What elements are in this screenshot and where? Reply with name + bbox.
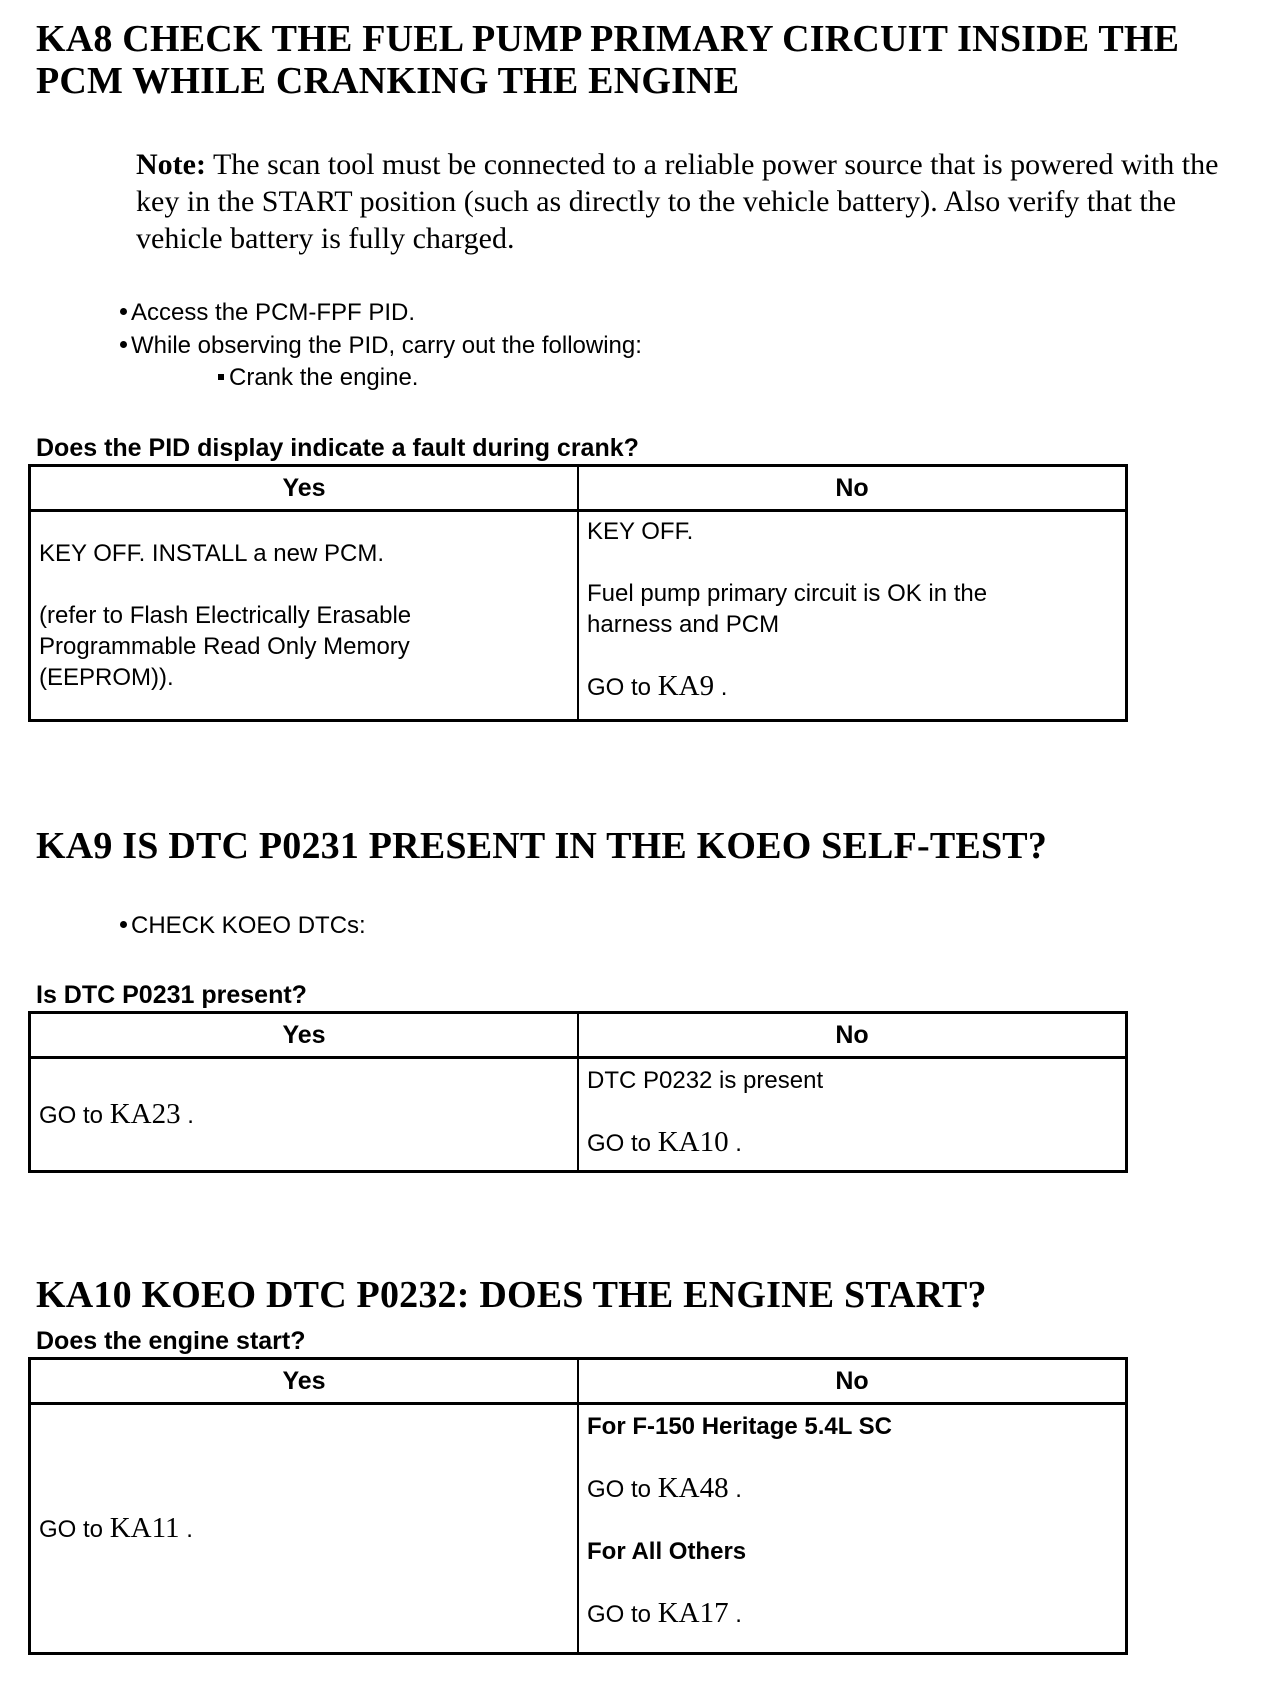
ka10-yes-cell — [30, 1404, 579, 1654]
goto-ka23-link[interactable]: KA23 — [109, 1097, 181, 1130]
bullet-dot-icon — [120, 341, 127, 348]
goto-ka10-link[interactable]: KA10 — [657, 1126, 729, 1158]
ka8-decision-table — [28, 464, 1128, 722]
ka8-yes-line1: KEY OFF. INSTALL a new PCM. — [39, 540, 384, 567]
ka8-heading-line1: KA8 CHECK THE FUEL PUMP PRIMARY CIRCUIT INSIDE THE — [36, 18, 1180, 60]
ka8-question: Does the PID display indicate a fault during crank? — [36, 434, 639, 462]
ka8-no-line1: KEY OFF. — [587, 518, 694, 545]
ka8-no-line2: Fuel pump primary circuit is OK in the harness and PCM — [587, 580, 988, 638]
ka10-no-label1: For F-150 Heritage 5.4L SC — [587, 1413, 892, 1440]
ka10-no-label2: For All Others — [587, 1538, 747, 1565]
goto-ka48-link[interactable]: KA48 — [657, 1472, 729, 1504]
ka8-bullet-1-text: Access the PCM-FPF PID. — [131, 299, 416, 326]
bullet-square-icon — [218, 374, 224, 380]
goto-suffix: . — [735, 1476, 742, 1503]
goto-prefix: GO to — [587, 1601, 652, 1628]
ka8-yes-line2: (refer to Flash Electrically Erasable Programmable Read Only Memory (EEPROM)). — [39, 602, 412, 691]
goto-ka11-link[interactable]: KA11 — [109, 1511, 180, 1544]
ka8-bullet-2-text: While observing the PID, carry out the following: — [131, 332, 642, 359]
note-label: Note: — [136, 148, 206, 181]
goto-prefix: GO to — [587, 674, 652, 701]
ka9-yes-cell — [30, 1058, 579, 1172]
ka10-heading: KA10 KOEO DTC P0232: DOES THE ENGINE START? — [36, 1274, 987, 1316]
goto-ka17-link[interactable]: KA17 — [657, 1597, 729, 1629]
goto-suffix: . — [720, 674, 728, 701]
ka8-bullet-1 — [120, 298, 415, 328]
ka9-bullet-text: CHECK KOEO DTCs: — [131, 912, 366, 939]
ka9-no-line1: DTC P0232 is present — [587, 1067, 824, 1094]
ka10-yes-goto — [39, 1513, 569, 1545]
ka9-yes-goto — [39, 1099, 569, 1131]
ka9-bullet — [120, 911, 366, 941]
ka9-no-goto — [587, 1127, 1117, 1159]
ka8-no-cell — [578, 511, 1127, 721]
goto-prefix: GO to — [39, 1515, 104, 1543]
ka8-bullet-2 — [120, 331, 642, 361]
goto-prefix: GO to — [587, 1476, 652, 1503]
goto-suffix: . — [186, 1515, 193, 1543]
ka8-sub-bullet — [218, 363, 418, 393]
ka9-decision-table — [28, 1011, 1128, 1173]
ka8-yes-header: Yes — [30, 466, 579, 511]
ka8-sub-bullet-text: Crank the engine. — [229, 364, 419, 391]
ka8-yes-cell — [30, 511, 579, 721]
ka8-no-goto — [587, 671, 1117, 703]
ka10-question: Does the engine start? — [36, 1327, 306, 1355]
ka9-no-cell — [578, 1058, 1127, 1172]
ka10-no-cell — [578, 1404, 1127, 1654]
ka10-no-goto2 — [587, 1598, 1117, 1630]
ka9-heading: KA9 IS DTC P0231 PRESENT IN THE KOEO SELF-TEST? — [36, 825, 1048, 867]
ka8-note — [136, 146, 1226, 257]
goto-suffix: . — [187, 1101, 194, 1129]
ka10-yes-header: Yes — [30, 1359, 579, 1404]
goto-suffix: . — [735, 1130, 742, 1157]
ka9-yes-header: Yes — [30, 1013, 579, 1058]
ka8-heading — [36, 18, 1179, 102]
ka10-no-header: No — [578, 1359, 1127, 1404]
goto-suffix: . — [735, 1601, 742, 1628]
note-text: The scan tool must be connected to a reliable power source that is powered with the key in the START position (such as directly to the vehicle battery). Also verify that the vehicle battery is fully charged. — [136, 148, 1219, 255]
ka10-decision-table — [28, 1357, 1128, 1655]
ka10-no-goto1 — [587, 1473, 1117, 1505]
bullet-dot-icon — [120, 308, 127, 315]
goto-prefix: GO to — [39, 1101, 104, 1129]
bullet-dot-icon — [120, 921, 127, 928]
ka8-no-header: No — [578, 466, 1127, 511]
goto-ka9-link[interactable]: KA9 — [657, 670, 715, 702]
ka9-no-header: No — [578, 1013, 1127, 1058]
ka9-question: Is DTC P0231 present? — [36, 981, 307, 1009]
goto-prefix: GO to — [587, 1130, 652, 1157]
ka8-heading-line2: PCM WHILE CRANKING THE ENGINE — [36, 60, 740, 102]
